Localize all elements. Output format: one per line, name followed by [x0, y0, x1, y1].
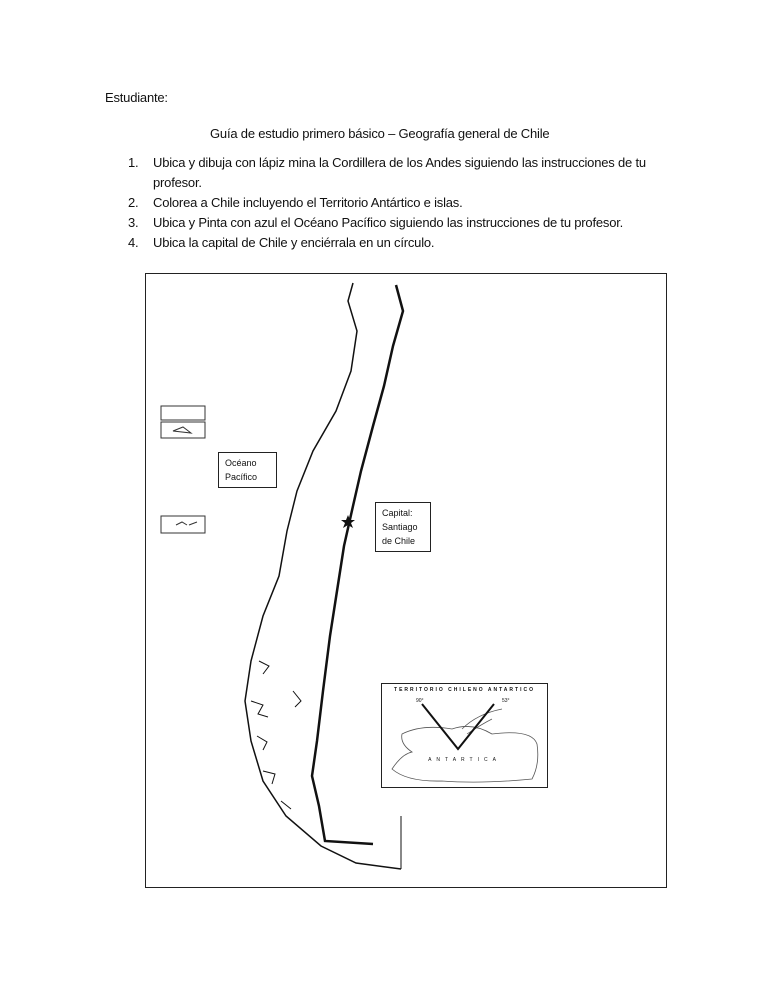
meridian-west: 90°: [416, 698, 424, 704]
chile-map: [145, 273, 667, 888]
capital-label-line1: Capital:: [382, 508, 413, 518]
ocean-label-line1: Océano: [225, 458, 257, 468]
instruction-3: 3. Ubica y Pinta con azul el Océano Pacífico siguiendo las instrucciones de tu profesor.: [128, 215, 624, 230]
instruction-4: 4. Ubica la capital de Chile y enciérrala en un círculo.: [128, 235, 435, 250]
meridian-east: 53°: [502, 698, 510, 704]
ocean-label-line2: Pacífico: [225, 472, 258, 482]
ocean-label-box: [218, 452, 277, 488]
antarctic-inset: [381, 683, 548, 788]
chile-outline: [146, 274, 668, 889]
instruction-1-cont: profesor.: [153, 175, 202, 190]
student-label: Estudiante:: [105, 90, 168, 105]
antarctica-outline: [382, 684, 547, 787]
instruction-2: 2. Colorea a Chile incluyendo el Territorio Antártico e islas.: [128, 195, 463, 210]
capital-label-line2: Santiago: [382, 522, 418, 532]
antarctic-title: TERRITORIO CHILENO ANTARTICO: [394, 687, 535, 693]
capital-label-line3: de Chile: [382, 536, 416, 546]
instruction-1: 1. Ubica y dibuja con lápiz mina la Cordillera de los Andes siguiendo las instrucciones de tu: [128, 155, 646, 170]
capital-label-box: [375, 502, 431, 552]
worksheet-title: Guía de estudio primero básico – Geografía general de Chile: [210, 126, 550, 141]
antarctica-label: ANTARTICA: [428, 757, 501, 763]
